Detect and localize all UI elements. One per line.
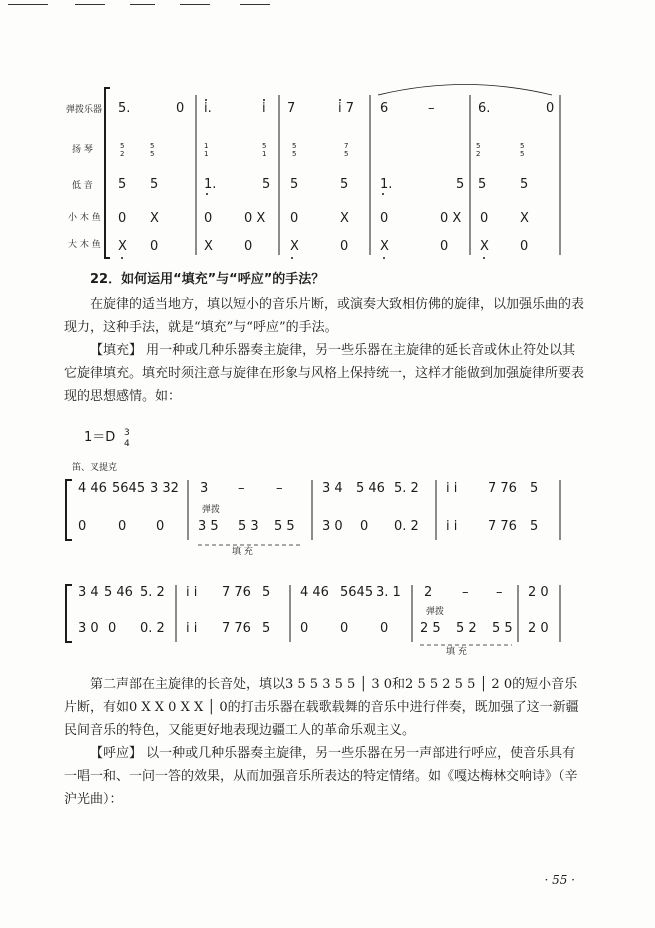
note: 0	[440, 239, 449, 254]
svg-text:5: 5	[150, 150, 155, 158]
svg-text:2: 2	[476, 150, 481, 158]
note: 0	[480, 211, 489, 226]
note: i.	[204, 101, 212, 116]
key-signature: 1＝D	[84, 430, 116, 445]
page-number: · 55 ·	[544, 873, 575, 887]
note: 0	[380, 621, 389, 636]
note: X	[380, 239, 389, 254]
note: 0	[78, 519, 87, 534]
note: X	[340, 211, 349, 226]
note: 7 76	[488, 481, 517, 496]
note: 5	[262, 621, 271, 636]
slur	[378, 85, 552, 96]
note: i i	[186, 621, 198, 636]
instrument-label: 笛、叉提克	[72, 463, 118, 473]
note: 1.	[380, 177, 393, 192]
note: 0	[340, 239, 349, 254]
note: 5	[530, 481, 539, 496]
time-top: 3	[124, 428, 130, 438]
note: 5	[150, 177, 159, 192]
note: 4 46	[300, 585, 329, 600]
note: 5	[118, 177, 127, 192]
example-score	[66, 428, 560, 657]
note: 2 0	[528, 621, 549, 636]
note: X	[480, 239, 489, 254]
note: 0. 2	[394, 519, 419, 534]
yangqin-chords	[120, 142, 524, 158]
note: 0	[176, 101, 185, 116]
instrument-label: 弹拨乐器	[66, 105, 103, 115]
svg-text:5: 5	[344, 150, 349, 158]
svg-text:5: 5	[292, 150, 297, 158]
explanation-paragraph: 第二声部在主旋律的长音处，填以3 5 5 3 5 5 │ 3 0和2 5 5 2 5 5 │ 2 0的短小音乐片断，有如0 X X 0 X X │ 0的打击乐器在载歌载舞的音乐中进行伴奏，既加强了这一新疆民间音乐的特色，又能更好地表现边疆工人的革命乐观主义。	[64, 677, 579, 738]
svg-text:5: 5	[520, 142, 525, 150]
note: 0	[340, 621, 349, 636]
note: 0	[546, 101, 555, 116]
note: i i	[186, 585, 198, 600]
note: 3 0	[322, 519, 343, 534]
note: X	[290, 239, 299, 254]
note: –	[496, 585, 503, 600]
note: 7 76	[488, 519, 517, 534]
note: 5	[520, 177, 529, 192]
note: 0 X	[244, 211, 266, 226]
note: –	[276, 481, 283, 496]
tanbo-label: 弹拨	[202, 505, 221, 515]
svg-text:5: 5	[262, 142, 267, 150]
note: 0	[118, 519, 127, 534]
echo-paragraph: 【呼应】 以一种或几种乐器奏主旋律，另一些乐器在另一声部进行呼应，使音乐具有一唱一和、一问一答的效果，从而加强音乐所表达的特定情绪。如《嘎达梅林交响诗》（辛沪光曲）：	[64, 746, 578, 807]
note: 3 5	[198, 519, 219, 534]
note: 0	[118, 211, 127, 226]
note: 0	[108, 621, 117, 636]
svg-text:1: 1	[262, 150, 267, 158]
note: 0	[150, 239, 159, 254]
note: 5645	[112, 481, 146, 496]
note: 1.	[204, 177, 217, 192]
note: 5	[478, 177, 487, 192]
barlines	[196, 95, 560, 255]
note: 2 5	[420, 621, 441, 636]
note: i	[262, 101, 266, 116]
note: 3 0	[78, 621, 99, 636]
note: 0. 2	[140, 621, 165, 636]
note: 5	[262, 585, 271, 600]
fill-paragraph: 【填充】 用一种或几种乐器奏主旋律，另一些乐器在主旋律的延长音或休止符处以其它旋律填充。填充时须注意与旋律在形象与风格上保持统一，这样才能做到加强旋律所要表现的思想感情。如：	[64, 343, 585, 404]
note: X	[118, 239, 127, 254]
svg-text:1: 1	[204, 142, 209, 150]
note: 7 76	[222, 621, 251, 636]
svg-text:7: 7	[344, 142, 349, 150]
svg-text:5: 5	[150, 142, 155, 150]
svg-text:5: 5	[476, 142, 481, 150]
instrument-label: 扬 琴	[72, 145, 93, 155]
note: 0	[244, 239, 253, 254]
note: 0	[360, 519, 369, 534]
tanbo-label: 弹拨	[426, 607, 445, 617]
note: 5 3	[238, 519, 259, 534]
note: i i	[446, 519, 458, 534]
note: 3 4	[78, 585, 99, 600]
svg-text:5: 5	[292, 142, 297, 150]
note: –	[428, 101, 435, 116]
note: 5	[290, 177, 299, 192]
svg-text:1: 1	[204, 150, 209, 158]
note: 3. 1	[376, 585, 401, 600]
note: 4 46	[78, 481, 107, 496]
note: 0 X	[440, 211, 462, 226]
intro-paragraph: 在旋律的适当地方，填以短小的音乐片断，或演奏大致相仿佛的旋律，以加强乐曲的表现力，这种手法，就是“填充”与“呼应”的手法。	[64, 297, 585, 335]
note: 2 0	[528, 585, 549, 600]
note: 2	[424, 585, 433, 600]
dots	[121, 99, 485, 259]
note: 5	[456, 177, 465, 192]
note: 0	[204, 211, 213, 226]
fill-label: 填 充	[232, 547, 253, 557]
note: X	[150, 211, 159, 226]
instrument-label: 小 木 鱼	[68, 213, 101, 223]
note: 0	[290, 211, 299, 226]
note: 5645	[340, 585, 374, 600]
note: –	[462, 585, 469, 600]
note: 5 46	[104, 585, 133, 600]
time-bottom: 4	[124, 439, 130, 449]
note: 5 2	[456, 621, 477, 636]
note: i 7	[338, 101, 355, 116]
score-one	[66, 85, 560, 260]
note: 5 5	[274, 519, 295, 534]
note: 5. 2	[140, 585, 165, 600]
instrument-label: 大 木 鱼	[68, 240, 101, 250]
note: X	[520, 211, 529, 226]
note: 3 4	[322, 481, 343, 496]
note: 0	[300, 621, 309, 636]
note: 5. 2	[394, 481, 419, 496]
note: 0	[520, 239, 529, 254]
section-heading: 22．如何运用“填充”与“呼应”的手法？	[90, 272, 325, 287]
note: 7 76	[222, 585, 251, 600]
note: 0	[156, 519, 165, 534]
note: 6.	[478, 101, 491, 116]
svg-text:5: 5	[120, 142, 125, 150]
note: 0	[380, 211, 389, 226]
note: 5	[262, 177, 271, 192]
note: 7	[287, 101, 296, 116]
note: 5	[530, 519, 539, 534]
note: 5.	[118, 101, 131, 116]
svg-text:5: 5	[520, 150, 525, 158]
note: 6	[380, 101, 389, 116]
note: 5 5	[492, 621, 513, 636]
note: 5	[340, 177, 349, 192]
note: 5 46	[356, 481, 385, 496]
fill-label: 填 充	[446, 647, 467, 657]
note: 3 32	[150, 481, 179, 496]
note: X	[204, 239, 213, 254]
instrument-label: 低 音	[72, 181, 93, 191]
svg-text:2: 2	[120, 150, 125, 158]
note: 3	[200, 481, 209, 496]
note: i i	[446, 481, 458, 496]
note: –	[238, 481, 245, 496]
